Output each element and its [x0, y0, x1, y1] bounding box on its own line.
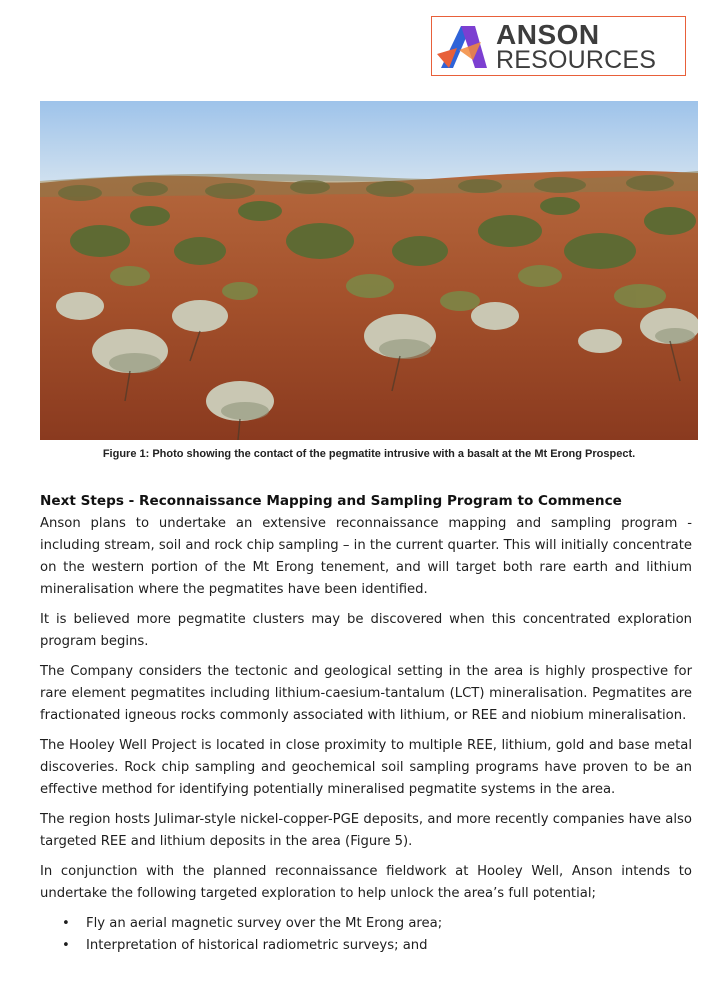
bullet-list	[40, 913, 692, 957]
list-item	[62, 935, 692, 957]
logo-word-anson: ANSON	[496, 19, 600, 50]
figure-caption: Figure 1: Photo showing the contact of the pegmatite intrusive with a basalt at the Mt Erong Prospect.	[102, 448, 636, 460]
logo-word-resources: RESOURCES	[496, 46, 657, 74]
anson-logo-icon	[435, 20, 493, 72]
section-heading: Next Steps - Reconnaissance Mapping and Sampling Program to Commence	[40, 493, 622, 509]
list-item-text: Interpretation of historical radiometric surveys; and	[86, 938, 428, 953]
paragraph: Anson plans to undertake an extensive reconnaissance mapping and sampling program - including stream, soil and rock chip sampling – in the current quarter. This will initially concentrate on the western portion of the Mt Erong tenement, and will target both rare earth and lithium mineralisation where the pegmatites have been identified.	[40, 516, 692, 597]
paragraph: In conjunction with the planned reconnaissance fieldwork at Hooley Well, Anson intends to undertake the following targeted exploration to help unlock the area’s full potential;	[40, 864, 692, 901]
landscape-photo	[40, 101, 698, 440]
paragraph: The Company considers the tectonic and geological setting in the area is highly prospective for rare element pegmatites including lithium-caesium-tantalum (LCT) mineralisation. Pegmatites are fractionated igneous rocks commonly associated with lithium, or REE and niobium mineralisation.	[40, 664, 692, 723]
list-item	[62, 913, 692, 935]
paragraph: The Hooley Well Project is located in close proximity to multiple REE, lithium, gold and base metal discoveries. Rock chip sampling and geochemical soil sampling programs have proven to be an effective method for identifying potentially mineralised pegmatite systems in the area.	[40, 738, 692, 797]
bullet-icon: •	[62, 916, 70, 931]
paragraph: The region hosts Julimar-style nickel-copper-PGE deposits, and more recently companies have also targeted REE and lithium deposits in the area (Figure 5).	[40, 812, 692, 849]
paragraph: It is believed more pegmatite clusters may be discovered when this concentrated exploration program begins.	[40, 612, 692, 649]
company-logo	[431, 16, 686, 76]
list-item-text: Fly an aerial magnetic survey over the Mt Erong area;	[86, 916, 443, 931]
body-text	[40, 491, 692, 957]
bullet-icon: •	[62, 938, 70, 953]
